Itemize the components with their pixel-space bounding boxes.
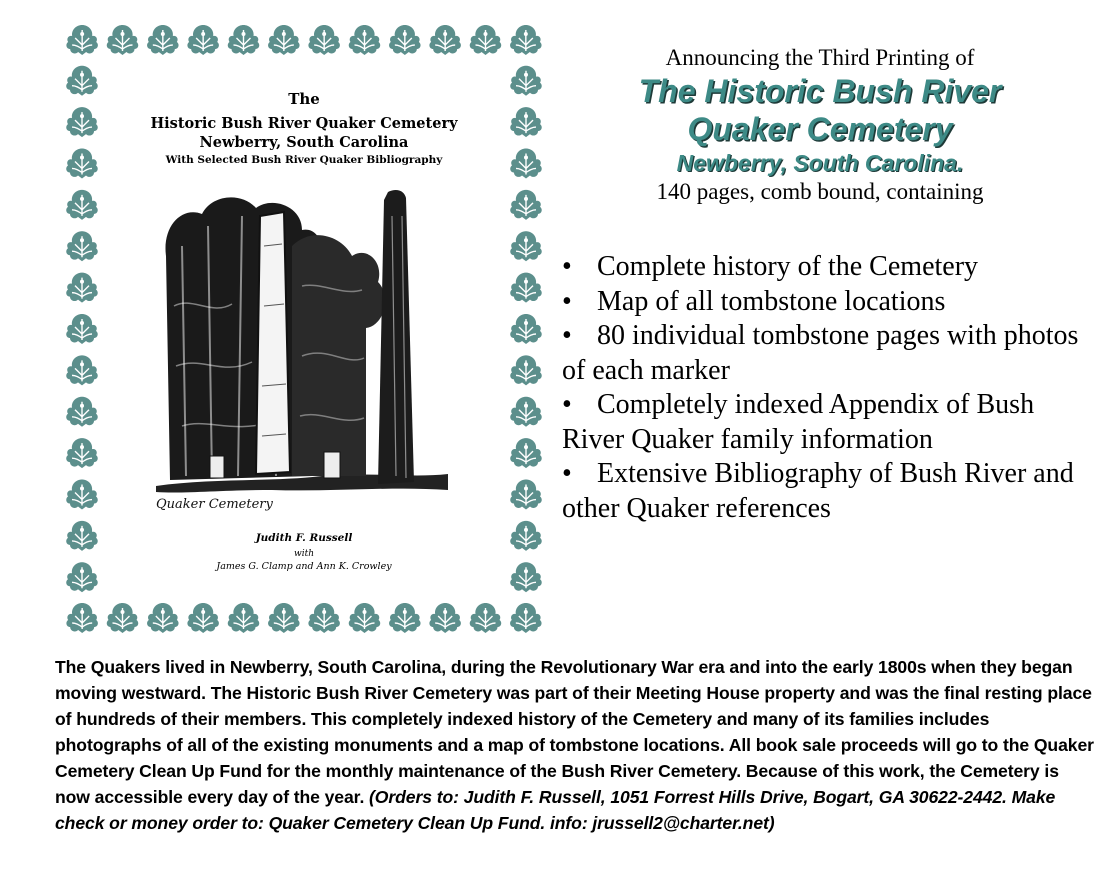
leaf-ornament-icon [510,603,541,633]
leaf-ornament-icon [510,190,541,220]
leaf-ornament-icon [429,25,460,55]
cover-place: Newberry, South Carolina [199,134,409,151]
list-item [562,319,1102,388]
cover-border-right [506,60,546,598]
leaf-ornament-icon [308,603,339,633]
description-paragraph [55,654,1095,836]
sketch-signature: Quaker Cemetery [156,497,273,512]
leaf-ornament-icon [187,25,218,55]
leaf-ornament-icon [66,603,97,633]
cover-subtitle: With Selected Bush River Quaker Bibliography [165,154,443,166]
leaf-ornament-icon [66,521,97,551]
leaf-ornament-icon [62,20,546,60]
leaf-ornament-icon [308,25,339,55]
leaf-ornament-icon [66,438,97,468]
leaf-ornament-icon [510,66,541,96]
leaf-ornament-icon [66,273,97,303]
leaf-ornament-icon [66,314,97,344]
leaf-ornament-icon [66,231,97,261]
leaf-ornament-icon [429,603,460,633]
bullet-icon: • [562,320,572,351]
leaf-ornament-icon [66,562,97,592]
feature-text: Complete history of the Cemetery [597,251,979,282]
bullet-icon: • [562,285,572,317]
list-item [562,250,1102,285]
leaf-ornament-icon [62,60,102,598]
leaf-ornament-icon [510,314,541,344]
announcement-header [560,44,1080,206]
announcement-title-line-1: The Historic Bush River [638,73,1002,109]
feature-text: Completely indexed Appendix of Bush River Quaker family information [562,389,1035,455]
leaf-ornament-icon [510,148,541,178]
cover-the: The [288,90,320,108]
leaf-ornament-icon [510,107,541,137]
announcement-title-line-2: Quaker Cemetery [687,111,953,147]
order-info: (Orders to: Judith F. Russell, 1051 Forrest Hills Drive, Bogart, GA 30622-2442. Make check or money order to: Quaker Cemetery Clean Up Fund. info: jrussell2@charter.net) [55,787,1056,833]
list-item [562,285,1102,320]
leaf-ornament-icon [66,397,97,427]
cover-content [116,74,492,586]
bullet-icon: • [562,458,572,489]
leaf-ornament-icon [228,603,259,633]
cover-author: Judith F. Russell [255,532,353,544]
leaf-ornament-icon [389,603,420,633]
leaf-ornament-icon [66,107,97,137]
leaf-ornament-icon [510,562,541,592]
cover-border-top [62,20,546,60]
leaf-ornament-icon [510,273,541,303]
leaf-ornament-icon [66,25,97,55]
leaf-ornament-icon [66,148,97,178]
leaf-ornament-icon [510,231,541,261]
description-body: The Quakers lived in Newberry, South Carolina, during the Revolutionary War era and into the early 1800s when they began moving westward. The Historic Bush River Cemetery was part of their Meeting House property and was the final resting place of hundreds of their members. This completely indexed history of the Cemetery and many of its families includes photographs of all of the existing monuments and a map of tombstone locations. All book sale proceeds will go to the Quaker Cemetery Clean Up Fund for the monthly maintenance of the Bush River Cemetery. Because of this work, the Cemetery is now accessible every day of the year. [55,657,1094,807]
leaf-ornament-icon [62,598,546,638]
leaf-ornament-icon [268,25,299,55]
leaf-ornament-icon [349,25,380,55]
leaf-ornament-icon [187,603,218,633]
leaf-ornament-icon [268,603,299,633]
leaf-ornament-icon [228,25,259,55]
announcement-place: Newberry, South Carolina. [676,150,964,176]
leaf-ornament-icon [66,66,97,96]
leaf-ornament-icon [470,25,501,55]
leaf-ornament-icon [510,521,541,551]
cover-with: with [294,549,314,559]
bullet-icon: • [562,251,572,282]
feature-list [562,250,1102,526]
feature-text: 80 individual tombstone pages with photos of each marker [562,320,1079,386]
leaf-ornament-icon [66,355,97,385]
cemetery-sketch-image [152,186,452,516]
leaf-ornament-icon [107,25,138,55]
leaf-ornament-icon [389,25,420,55]
list-item [562,457,1102,526]
cover-title: Historic Bush River Quaker Cemetery [150,115,458,132]
leaf-ornament-icon [510,397,541,427]
leaf-ornament-icon [510,25,541,55]
cover-coauthors: James G. Clamp and Ann K. Crowley [216,561,392,572]
cover-border-bottom [62,598,546,638]
announcement-details: 140 pages, comb bound, containing [656,179,984,204]
leaf-ornament-icon [506,60,546,598]
leaf-ornament-icon [147,603,178,633]
list-item [562,388,1102,457]
cover-border-left [62,60,102,598]
leaf-ornament-icon [147,25,178,55]
leaf-ornament-icon [510,480,541,510]
leaf-ornament-icon [66,480,97,510]
book-cover [62,20,546,640]
feature-text: Extensive Bibliography of Bush River and other Quaker references [562,458,1074,524]
leaf-ornament-icon [510,438,541,468]
leaf-ornament-icon [107,603,138,633]
leaf-ornament-icon [349,603,380,633]
feature-text: Map of all tombstone locations [597,285,946,317]
leaf-ornament-icon [470,603,501,633]
leaf-ornament-icon [66,190,97,220]
leaf-ornament-icon [510,355,541,385]
bullet-icon: • [562,389,572,420]
announcement-intro: Announcing the Third Printing of [665,45,975,70]
